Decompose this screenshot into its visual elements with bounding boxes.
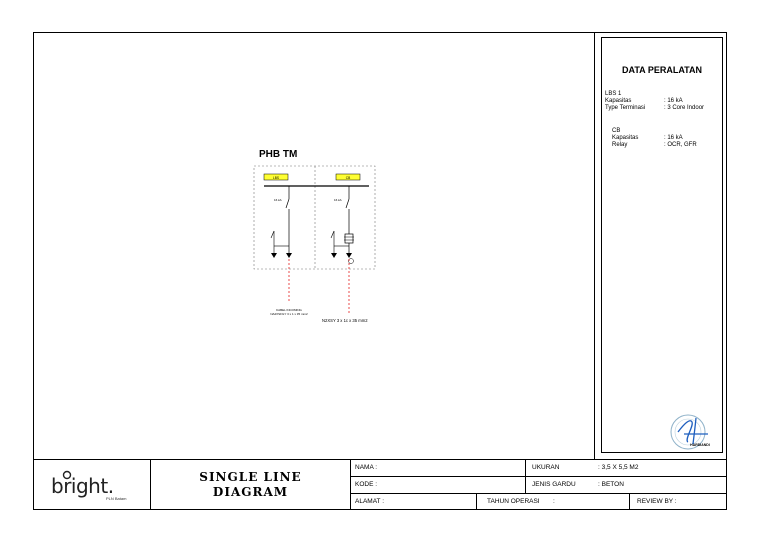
logo-subtitle: PLN Batam bbox=[106, 496, 127, 501]
cb-spec-name: CB bbox=[612, 128, 621, 134]
lbs-spec-kapasitas bbox=[605, 98, 683, 105]
drawing-sheet bbox=[33, 32, 727, 510]
lbs-terminasi-label: Type Terminasi bbox=[605, 105, 646, 111]
cb-earth-icon bbox=[331, 253, 337, 258]
ukuran-label: UKURAN bbox=[532, 464, 560, 471]
cb-spec-kapasitas bbox=[612, 135, 683, 142]
logo-wordmark: bright. bbox=[51, 474, 114, 498]
incoming-cable-label-1: KABEL INCOMING bbox=[276, 308, 302, 312]
data-panel-title: DATA PERALATAN bbox=[622, 65, 702, 75]
cb-disconnector bbox=[346, 199, 349, 208]
circuit-breaker-icon bbox=[345, 234, 353, 243]
cb-relay-label: Relay bbox=[612, 142, 628, 148]
ukuran-value: : 3,5 X 5,5 M2 bbox=[598, 464, 639, 471]
company-logo bbox=[34, 460, 151, 510]
incoming-cable-label-2: NA2XSFGY 3 x 1 x 35 mm2 bbox=[270, 312, 308, 316]
lbs-nameplate-text: LBS bbox=[272, 176, 280, 180]
lbs-kapasitas-value: : 16 kA bbox=[664, 98, 683, 104]
lbs-switch-blade bbox=[286, 199, 289, 208]
tahun-operasi-value: : bbox=[553, 498, 555, 505]
data-panel bbox=[594, 33, 727, 459]
cb-kapasitas-value: : 16 kA bbox=[664, 135, 683, 141]
lbs-rating: 16 kA bbox=[274, 198, 282, 202]
nama-label: NAMA : bbox=[355, 464, 378, 471]
title-block bbox=[34, 459, 727, 510]
kode-label: KODE : bbox=[355, 481, 378, 488]
signature-name: HARDIANDI bbox=[690, 443, 710, 447]
cb-rating: 16 kA bbox=[334, 198, 342, 202]
lbs-kapasitas-label: Kapasitas bbox=[605, 98, 632, 104]
grid-line bbox=[629, 493, 630, 510]
lbs-spec-terminasi bbox=[605, 105, 704, 112]
alamat-label: ALAMAT : bbox=[355, 498, 385, 505]
drawing-title-line-1: SINGLE LINE bbox=[199, 470, 302, 484]
jenis-gardu-label: JENIS GARDU bbox=[532, 481, 576, 488]
signature-stamp bbox=[662, 410, 718, 450]
drawing-title-line-2: DIAGRAM bbox=[212, 485, 289, 499]
lbs-cable-head-icon bbox=[286, 253, 292, 258]
single-line-diagram bbox=[34, 33, 594, 459]
jenis-gardu-value: : BETON bbox=[598, 481, 624, 488]
grid-line bbox=[525, 460, 526, 493]
lbs-earth-switch bbox=[271, 231, 274, 238]
lbs-terminasi-value: : 3 Core Indoor bbox=[664, 105, 705, 111]
cb-kapasitas-label: Kapasitas bbox=[612, 135, 639, 141]
panel-title: PHB TM bbox=[259, 149, 298, 160]
data-panel-frame bbox=[601, 37, 723, 453]
cb-earth-switch bbox=[331, 231, 334, 238]
drawing-area bbox=[34, 33, 594, 459]
cb-cable-head-icon bbox=[346, 253, 352, 258]
review-by-label: REVIEW BY : bbox=[637, 498, 677, 505]
cb-relay-value: : OCR, GFR bbox=[664, 142, 697, 148]
grid-line bbox=[476, 493, 477, 510]
tahun-operasi-label: TAHUN OPERASI bbox=[487, 498, 540, 505]
lbs-earth-icon bbox=[271, 253, 277, 258]
lbs-spec-name: LBS 1 bbox=[605, 91, 622, 97]
title-info-grid bbox=[351, 460, 727, 510]
drawing-title bbox=[151, 460, 351, 510]
cb-spec-relay bbox=[612, 142, 697, 149]
outgoing-cable-label: N2XSY 3 x 1c x 35 mm2 bbox=[322, 318, 368, 323]
cb-nameplate-text: CB bbox=[345, 176, 351, 180]
stamp-inner-ring bbox=[675, 419, 701, 445]
